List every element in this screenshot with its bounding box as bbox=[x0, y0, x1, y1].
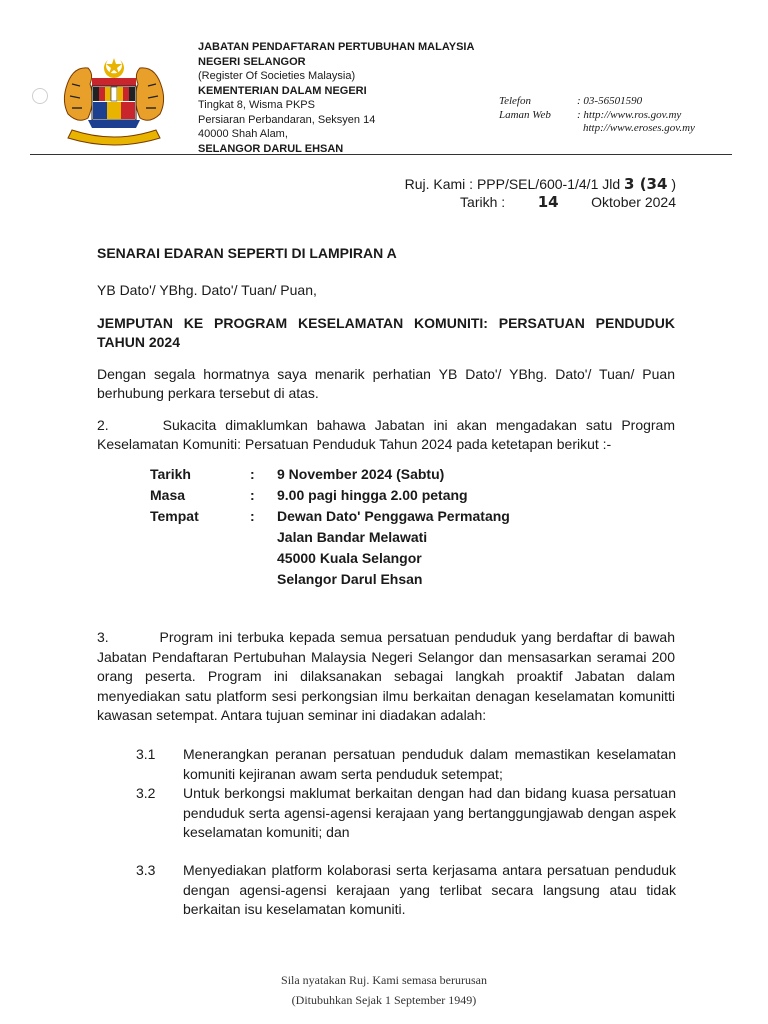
colon: : bbox=[250, 508, 255, 524]
reference-close-paren: ) bbox=[671, 176, 676, 192]
org-english-name: (Register Of Societies Malaysia) bbox=[198, 70, 356, 82]
event-time-value: 9.00 pagi hingga 2.00 petang bbox=[277, 487, 468, 503]
paragraph-2: 2. Sukacita dimaklumkan bahawa Jabatan ini akan mengadakan satu Program Keselamatan Komuniti: Persatuan Penduduk Tahun 2024 pada ketetapan berikut :- bbox=[97, 417, 675, 452]
venue-line: Selangor Darul Ehsan bbox=[277, 571, 423, 587]
org-name: JABATAN PENDAFTARAN PERTUBUHAN MALAYSIA bbox=[198, 41, 475, 53]
list-item bbox=[136, 745, 676, 784]
org-ministry: KEMENTERIAN DALAM NEGERI bbox=[198, 84, 367, 97]
website-value-1[interactable]: : http://www.ros.gov.my bbox=[577, 108, 682, 121]
paragraph-1: Dengan segala hormatnya saya menarik perhatian YB Dato'/ YBhg. Dato'/ Tuan/ Puan berhubung perkara tersebut di atas. bbox=[97, 366, 675, 401]
footer-established: (Ditubuhkan Sejak 1 September 1949) bbox=[291, 993, 477, 1007]
paragraph-3: 3. Program ini terbuka kepada semua persatuan penduduk yang berdaftar di bawah Jabatan Pendaftaran Pertubuhan Malaysia Negeri Selangor dan mensasarkan seramai 200 orang peserta. Program ini dilaksanakan sebagai langkah proaktif Jabatan dalam menyediakan satu platform sesi perkongsian ilmu berkaitan denagan keselamatan komunitti kawasan setempat. Antara tujuan seminar ini diadakan adalah: bbox=[97, 629, 675, 724]
salutation: YB Dato'/ YBhg. Dato'/ Tuan/ Puan, bbox=[97, 282, 317, 298]
venue-line: Dewan Dato' Penggawa Permatang bbox=[277, 508, 510, 524]
reference-handwritten-number: 3 (34 bbox=[624, 175, 668, 193]
list-item-text: Untuk berkongsi maklumat berkaitan dengan had dan bidang kuasa persatuan penduduk serta agensi-agensi kerajaan yang bertanggungjawab dengan aspek keselamatan komuniti; dan bbox=[183, 785, 676, 840]
date-label: Tarikh : bbox=[460, 194, 506, 210]
address-line-3: 40000 Shah Alam, bbox=[198, 128, 288, 140]
venue-line: 45000 Kuala Selangor bbox=[277, 550, 422, 566]
event-time-label: Masa bbox=[150, 487, 186, 503]
event-venue-value bbox=[277, 506, 510, 590]
address-line-1: Tingkat 8, Wisma PKPS bbox=[198, 99, 315, 111]
date-month-year: Oktober 2024 bbox=[591, 194, 676, 210]
event-time-row bbox=[150, 485, 510, 506]
letterhead-divider bbox=[30, 154, 732, 155]
colon: : bbox=[250, 487, 255, 503]
colon: : bbox=[250, 466, 255, 482]
footer-note: Sila nyatakan Ruj. Kami semasa berurusan bbox=[281, 973, 487, 987]
letterhead-organisation bbox=[198, 40, 474, 156]
subject-heading: JEMPUTAN KE PROGRAM KESELAMATAN KOMUNITI: PERSATUAN PENDUDUK TAHUN 2024 bbox=[97, 315, 675, 350]
org-state: NEGERI SELANGOR bbox=[198, 55, 306, 68]
address-line-2: Persiaran Perbandaran, Seksyen 14 bbox=[198, 113, 376, 126]
event-date-label: Tarikh bbox=[150, 466, 191, 482]
reference-label: Ruj. Kami : PPP/SEL/600-1/4/1 Jld bbox=[404, 176, 621, 192]
event-venue-label: Tempat bbox=[150, 508, 199, 524]
website-label: Laman Web bbox=[499, 108, 551, 121]
letterhead-contact bbox=[499, 95, 695, 136]
list-item-number: 3.1 bbox=[136, 746, 156, 762]
event-date-value: 9 November 2024 (Sabtu) bbox=[277, 466, 445, 482]
recipient-heading: SENARAI EDARAN SEPERTI DI LAMPIRAN A bbox=[97, 245, 397, 261]
list-item-number: 3.3 bbox=[136, 862, 156, 878]
list-item-text: Menerangkan peranan persatuan penduduk dalam memastikan keselamatan komuniti kejiranan awam serta penduduk setempat; bbox=[183, 746, 676, 782]
date-handwritten-day: 14 bbox=[537, 193, 559, 211]
telefon-label: Telefon bbox=[499, 95, 531, 107]
website-value-2[interactable]: http://www.eroses.gov.my bbox=[583, 122, 695, 134]
list-item bbox=[136, 861, 676, 920]
reference-block bbox=[405, 175, 676, 211]
event-venue-row bbox=[150, 506, 510, 590]
event-date-row bbox=[150, 464, 510, 485]
address-line-4: SELANGOR DARUL EHSAN bbox=[198, 142, 344, 155]
telefon-value: : 03-56501590 bbox=[577, 95, 643, 107]
coat-of-arms-logo bbox=[58, 54, 170, 150]
venue-line: Jalan Bandar Melawati bbox=[277, 529, 428, 545]
website-spacer bbox=[499, 122, 577, 136]
list-item bbox=[136, 784, 676, 843]
list-item-text: Menyediakan platform kolaborasi serta kerjasama antara persatuan penduduk dengan agensi-agensi kerajaan yang terlibat secara langsung atau tidak berkaitan isu keselamatan komuniti. bbox=[183, 862, 676, 917]
punch-hole-mark bbox=[32, 88, 48, 104]
list-item-number: 3.2 bbox=[136, 785, 156, 801]
event-details-table bbox=[150, 464, 510, 590]
